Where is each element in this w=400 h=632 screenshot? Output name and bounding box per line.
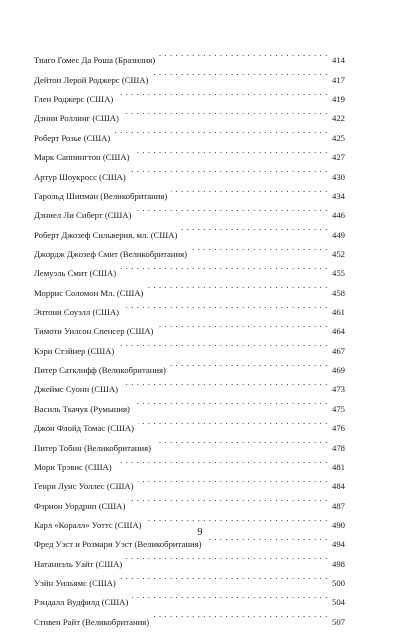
- toc-entry-title: Роберт Джозеф Сильверия, мл. (США): [34, 229, 178, 240]
- toc-entry-title: Моррис Соломон Мл. (США): [34, 287, 144, 298]
- dot-leader: [135, 199, 328, 218]
- toc-entry-title: Марк Саппингтон (США): [34, 152, 130, 163]
- dot-leader: [138, 412, 328, 431]
- dot-leader: [132, 586, 328, 605]
- toc-entry-page: 504: [331, 597, 345, 608]
- dot-leader: [159, 44, 328, 63]
- toc-entry: [34, 44, 345, 66]
- dot-leader: [155, 431, 328, 450]
- toc-entry-page: 446: [331, 210, 345, 221]
- toc-entry-page: 467: [331, 345, 345, 356]
- toc-entry-title: Дейтон Лерой Роджерс (США): [34, 74, 149, 85]
- toc-entry-page: 469: [331, 365, 345, 376]
- toc-entry-page: 417: [331, 74, 345, 85]
- toc-entry-title: Фэрион Уордрип (США): [34, 500, 126, 511]
- toc-entry-title: Питер Сатклифф (Великобритания): [34, 365, 166, 376]
- toc-entry-title: Стивен Райт (Великобритания): [34, 616, 150, 627]
- toc-entry-page: 475: [331, 403, 345, 414]
- dot-leader: [118, 334, 328, 353]
- toc-entry-page: 481: [331, 461, 345, 472]
- toc-entry-page: 419: [331, 94, 345, 105]
- dot-leader: [120, 567, 328, 586]
- toc-entry-title: Роберт Розье (США): [34, 132, 111, 143]
- toc-entry-title: Энтони Соуэлл (США): [34, 307, 120, 318]
- dot-leader: [123, 296, 328, 315]
- toc-entry-title: Уэйн Уильямс (США): [34, 578, 116, 589]
- dot-leader: [123, 102, 328, 121]
- dot-leader: [122, 373, 328, 392]
- toc-entry-page: 487: [331, 500, 345, 511]
- toc-entry-page: 458: [331, 287, 345, 298]
- toc-entry-title: Василь Ткачук (Румыния): [34, 403, 130, 414]
- toc-entry-title: Джеймс Суонн (США): [34, 384, 118, 395]
- dot-leader: [129, 489, 328, 508]
- dot-leader: [116, 451, 328, 470]
- toc-entry-title: Дэниел Ли Сиберт (США): [34, 210, 132, 221]
- toc-entry-title: Мори Трэвис (США): [34, 461, 112, 472]
- toc-entry-page: 430: [331, 171, 345, 182]
- dot-leader: [181, 218, 328, 237]
- dot-leader: [126, 547, 328, 566]
- dot-leader: [133, 141, 328, 160]
- toc-entry-page: 434: [331, 190, 345, 201]
- page-number: 9: [197, 527, 203, 538]
- toc-entry-page: 500: [331, 578, 345, 589]
- toc-entry-page: 494: [331, 539, 345, 550]
- toc-entry-page: 464: [331, 326, 345, 337]
- toc-entry-page: 452: [331, 248, 345, 259]
- toc-entry-page: 455: [331, 268, 345, 279]
- toc-entry-title: Генри Луис Уоллес (США): [34, 481, 134, 492]
- toc-entry-title: Джордж Джозеф Смит (Великобритания): [34, 248, 188, 259]
- dot-leader: [120, 257, 328, 276]
- dot-leader: [171, 180, 328, 199]
- dot-leader: [130, 160, 328, 179]
- toc-entry-title: Кэри Стэйнер (США): [34, 345, 115, 356]
- toc-entry-title: Гарольд Шипман (Великобритания): [34, 190, 168, 201]
- dot-leader: [157, 315, 328, 334]
- dot-leader: [114, 121, 328, 140]
- toc-entry-title: Тиаго Гомес Да Роша (Бразилия): [34, 55, 156, 66]
- toc-entry-page: 473: [331, 384, 345, 395]
- toc-entry-page: 498: [331, 558, 345, 569]
- toc-entry-page: 414: [331, 55, 345, 66]
- dot-leader: [117, 83, 328, 102]
- toc-entry-page: 422: [331, 113, 345, 124]
- toc-entry-page: 427: [331, 152, 345, 163]
- toc-entry-page: 449: [331, 229, 345, 240]
- dot-leader: [153, 605, 328, 624]
- toc-entry-page: 507: [331, 616, 345, 627]
- dot-leader: [191, 238, 328, 257]
- dot-leader: [146, 509, 328, 528]
- dot-leader: [170, 354, 328, 373]
- toc-entry-title: Карл «Коралл» Уоттс (США): [34, 519, 142, 530]
- dot-leader: [138, 470, 328, 489]
- toc-entry-title: Артур Шоукросс (США): [34, 171, 126, 182]
- dot-leader: [152, 63, 328, 82]
- toc-entry-page: 476: [331, 423, 345, 434]
- toc-entry-page: 484: [331, 481, 345, 492]
- toc-entry-title: Рэндалл Вудфилд (США): [34, 597, 129, 608]
- toc-entry-page: 425: [331, 132, 345, 143]
- toc-entry-title: Натаниэль Уайт (США): [34, 558, 123, 569]
- toc-entry-title: Лемуэль Смит (США): [34, 268, 117, 279]
- toc-entry-title: Фред Уэст и Розмари Уэст (Великобритания): [34, 539, 202, 550]
- toc-entry-title: Тимоти Уилсон Спенсер (США): [34, 326, 154, 337]
- dot-leader: [147, 276, 328, 295]
- toc-entry-page: 490: [331, 519, 345, 530]
- toc-entry-page: 461: [331, 307, 345, 318]
- dot-leader: [134, 392, 328, 411]
- toc-entry-title: Дэнни Роллинг (США): [34, 113, 119, 124]
- toc-entry-title: Джон Флойд Томас (США): [34, 423, 134, 434]
- toc-entry-title: Питер Тобин (Великобритания): [34, 442, 151, 453]
- toc-entry-page: 478: [331, 442, 345, 453]
- toc-entry-title: Глен Роджерс (США): [34, 94, 114, 105]
